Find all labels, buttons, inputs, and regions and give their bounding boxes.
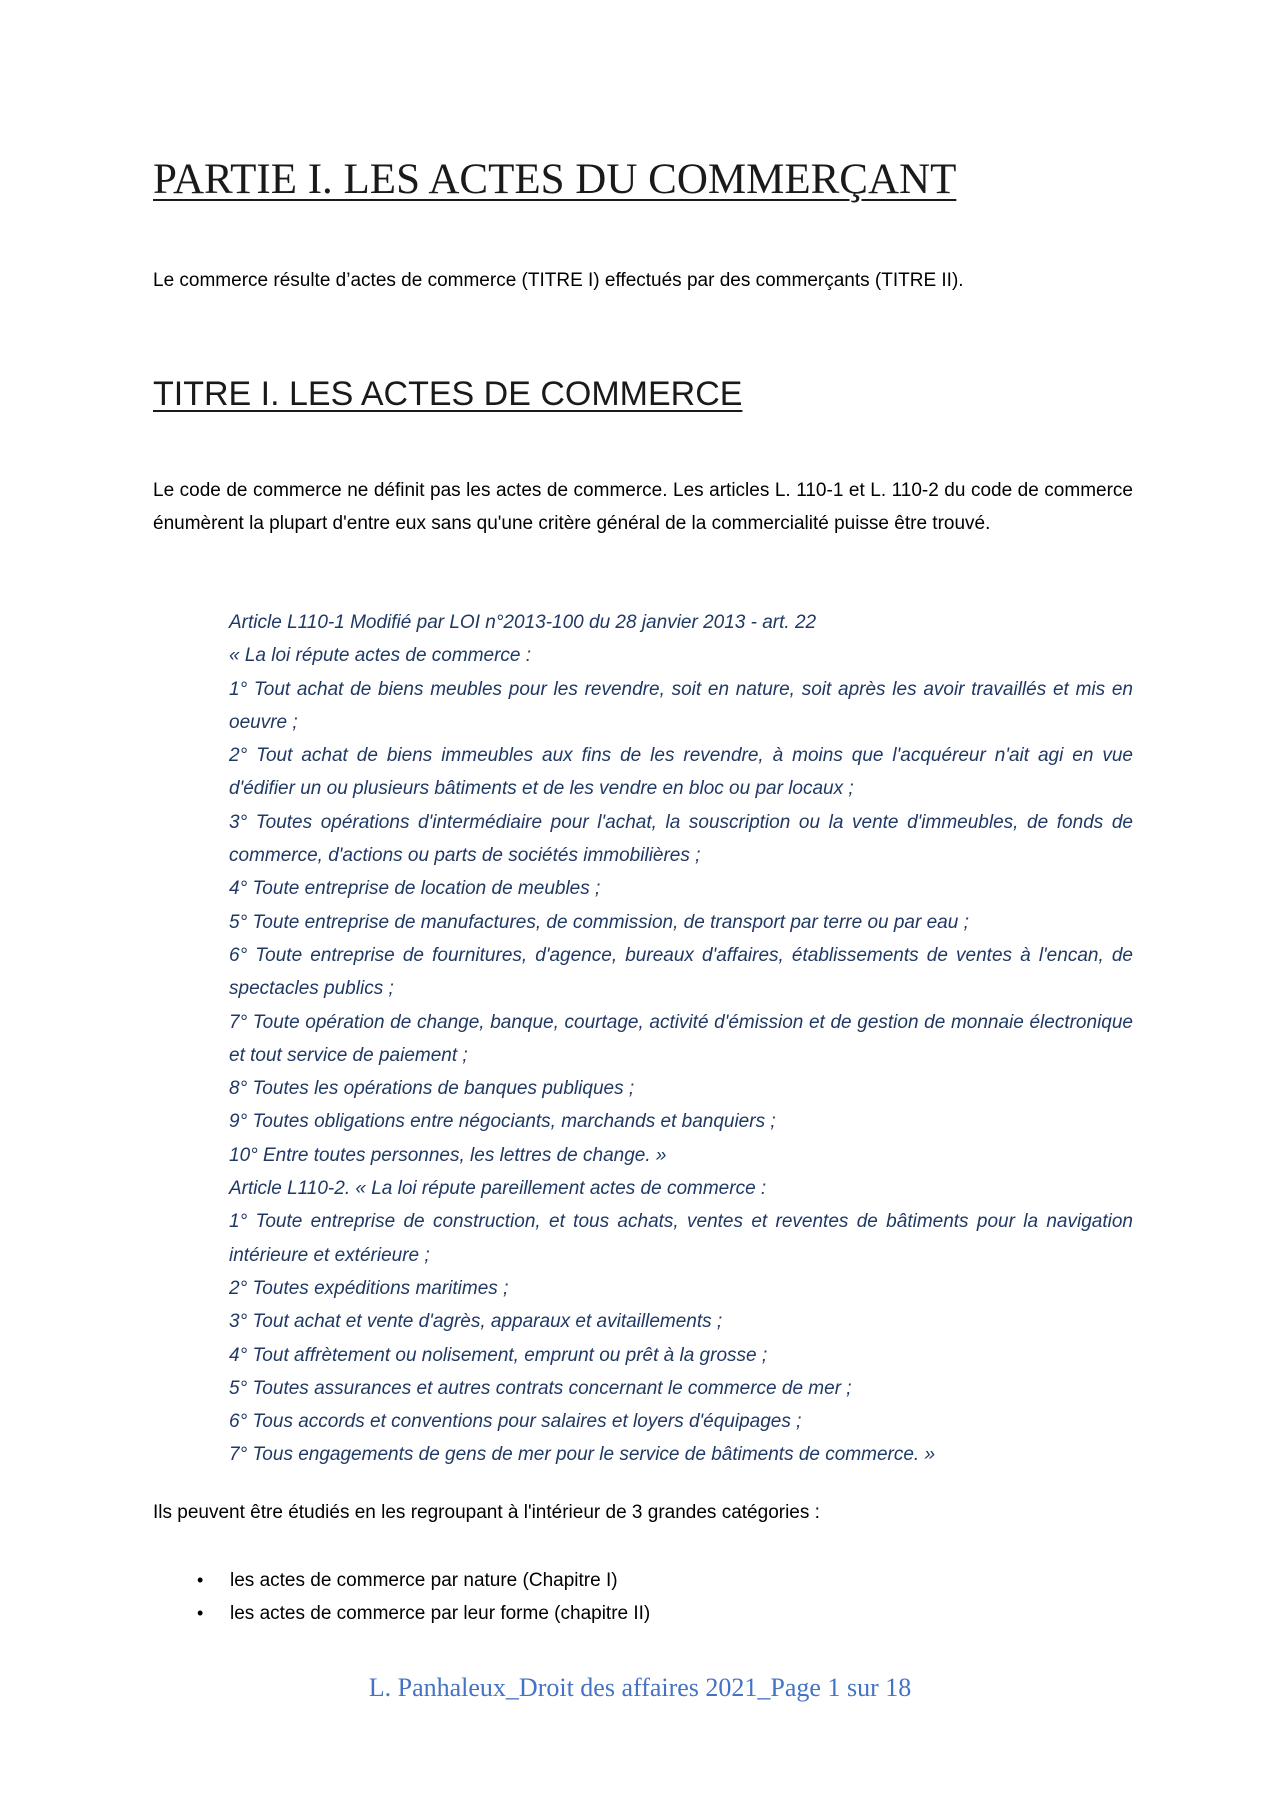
article-line: 7° Tous engagements de gens de mer pour le service de bâtiments de commerce. » <box>229 1444 936 1466</box>
article-line: 10° Entre toutes personnes, les lettres de change. » <box>229 1144 667 1166</box>
article-line: 4° Tout affrètement ou nolisement, emprunt ou prêt à la grosse ; <box>229 1344 768 1366</box>
article-line: 5° Toute entreprise de manufactures, de commission, de transport par terre ou par eau ; <box>229 911 969 933</box>
partie-title: PARTIE I. LES ACTES DU COMMERÇANT <box>153 156 957 203</box>
article-line: 9° Toutes obligations entre négociants, marchands et banquiers ; <box>229 1111 776 1133</box>
article-line: 5° Toutes assurances et autres contrats concernant le commerce de mer ; <box>229 1377 852 1399</box>
article-line: 7° Toute opération de change, banque, courtage, activité d'émission et de gestion de monnaie électronique et tout service de paiement ; <box>229 1011 1133 1066</box>
code-paragraph: Le code de commerce ne définit pas les actes de commerce. Les articles L. 110-1 et L. 110-2 du code de commerce énumèrent la plupart d'entre eux sans qu'une critère général de la commercialité puisse être trouvé. <box>153 480 1133 534</box>
titre-title: TITRE I. LES ACTES DE COMMERCE <box>153 375 743 413</box>
article-line: Article L110-1 Modifié par LOI n°2013-100 du 28 janvier 2013 - art. 22 <box>229 612 817 633</box>
article-line: 8° Toutes les opérations de banques publiques ; <box>229 1078 635 1100</box>
article-line: 1° Toute entreprise de construction, et tous achats, ventes et reventes de bâtiments pour la navigation intérieure et extérieure ; <box>229 1211 1133 1266</box>
list-item <box>153 1564 650 1597</box>
article-line: Article L110-2. « La loi répute pareillement actes de commerce : <box>229 1178 767 1200</box>
category-label: les actes de commerce par leur forme (chapitre II) <box>230 1603 651 1624</box>
categories-list <box>153 1564 650 1630</box>
article-line: 2° Tout achat de biens immeubles aux fins de les revendre, à moins que l'acquéreur n'ait agi en vue d'édifier un ou plusieurs bâtiments et de les vendre en bloc ou par locaux ; <box>229 745 1133 800</box>
page-footer: L. Panhaleux_Droit des affaires 2021_Page 1 sur 18 <box>368 1673 912 1702</box>
article-line: 1° Tout achat de biens meubles pour les revendre, soit en nature, soit après les avoir travaillés et mis en oeuvre ; <box>229 678 1133 733</box>
bullet-icon: • <box>197 1570 204 1590</box>
bullet-icon: • <box>197 1603 204 1623</box>
article-line: 4° Toute entreprise de location de meubles ; <box>229 878 601 900</box>
categories-intro: Ils peuvent être étudiés en les regroupant à l'intérieur de 3 grandes catégories : <box>153 1502 820 1523</box>
article-line: 3° Tout achat et vente d'agrès, apparaux et avitaillements ; <box>229 1311 723 1333</box>
article-line: 6° Toute entreprise de fournitures, d'agence, bureaux d'affaires, établissements de ventes à l'encan, de spectacles publics ; <box>229 944 1133 1000</box>
list-item <box>153 1597 650 1630</box>
article-line: « La loi répute actes de commerce : <box>229 645 532 667</box>
intro-paragraph: Le commerce résulte d’actes de commerce (TITRE I) effectués par des commerçants (TITRE II). <box>153 270 964 291</box>
article-quotation <box>229 606 1133 1472</box>
category-label: les actes de commerce par nature (Chapitre I) <box>230 1570 618 1591</box>
article-line: 2° Toutes expéditions maritimes ; <box>229 1277 509 1299</box>
article-line: 3° Toutes opérations d'intermédiaire pour l'achat, la souscription ou la vente d'immeubles, de fonds de commerce, d'actions ou parts de sociétés immobilières ; <box>229 811 1133 867</box>
article-line: 6° Tous accords et conventions pour salaires et loyers d'équipages ; <box>229 1411 802 1433</box>
